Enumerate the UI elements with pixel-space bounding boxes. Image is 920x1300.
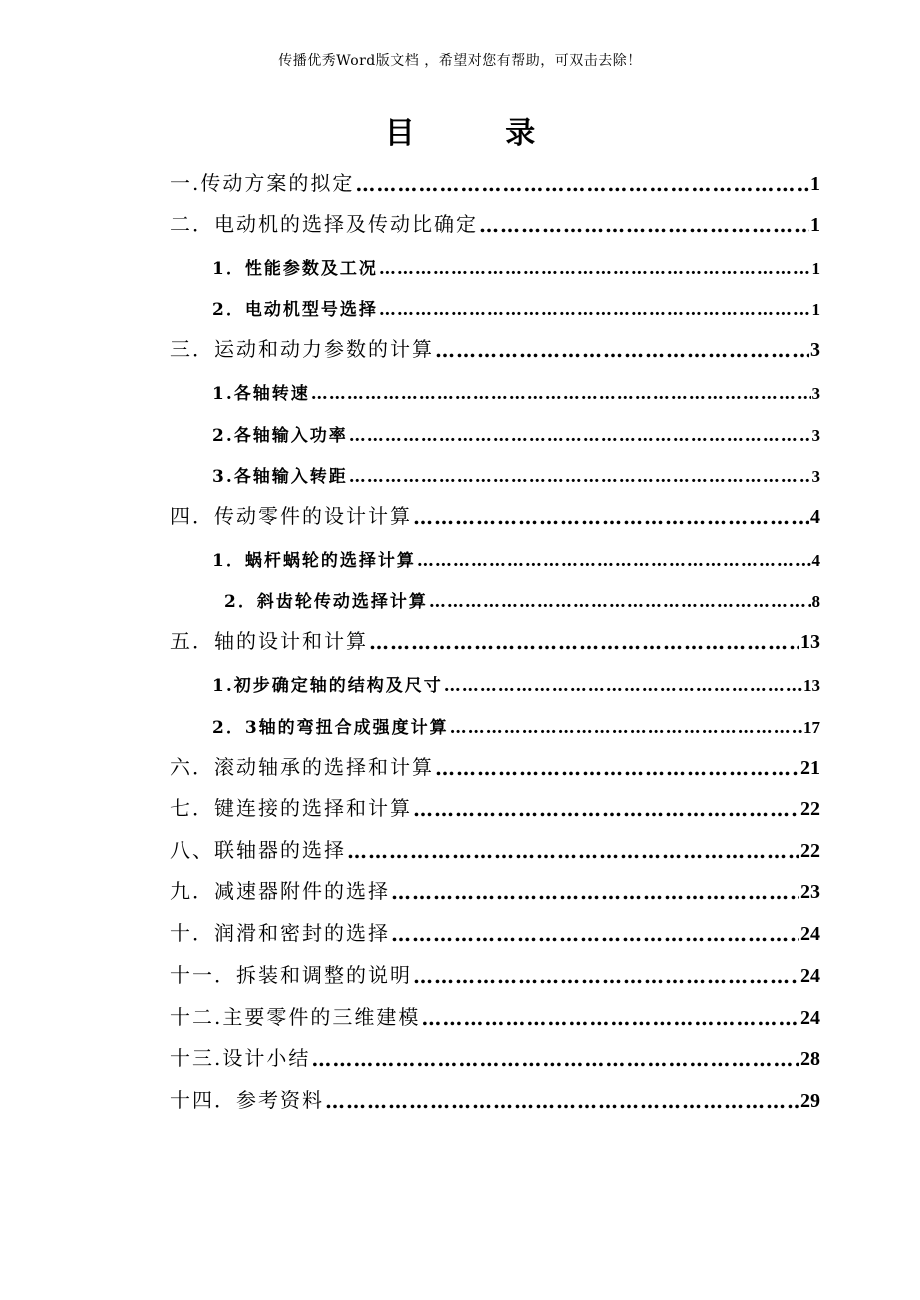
toc-leader-dots bbox=[450, 718, 802, 738]
toc-entry[interactable] bbox=[0, 1039, 820, 1071]
toc-leader-dots bbox=[413, 505, 809, 529]
toc-entry-label: 1．蜗杆蜗轮的选择计算 bbox=[212, 551, 416, 571]
toc-leader-dots bbox=[413, 797, 799, 821]
toc-entry[interactable] bbox=[0, 497, 820, 529]
toc-entry[interactable] bbox=[0, 455, 820, 487]
toc-entry-label: 三．运动和动力参数的计算 bbox=[170, 337, 434, 361]
toc-leader-dots bbox=[435, 756, 799, 780]
toc-entry[interactable] bbox=[0, 706, 820, 738]
toc-entry-page: 24 bbox=[800, 923, 820, 945]
toc-entry[interactable] bbox=[0, 831, 820, 863]
page-title: 目 录 bbox=[384, 116, 576, 151]
toc-entry[interactable] bbox=[0, 247, 820, 279]
toc-entry-label: 3.各轴输入转距 bbox=[212, 467, 348, 487]
toc-entry[interactable] bbox=[0, 748, 820, 780]
toc-entry-page: 22 bbox=[800, 840, 820, 862]
toc-leader-dots bbox=[325, 1089, 799, 1113]
toc-entry-label: 2．3轴的弯扭合成强度计算 bbox=[212, 718, 449, 738]
toc-leader-dots bbox=[311, 384, 811, 404]
toc-entry-page: 1 bbox=[811, 259, 820, 278]
toc-leader-dots bbox=[379, 259, 811, 279]
toc-entry[interactable] bbox=[0, 414, 820, 446]
toc-leader-dots bbox=[417, 551, 811, 571]
toc-entry-page: 17 bbox=[803, 718, 820, 737]
toc-entry[interactable] bbox=[0, 1081, 820, 1113]
toc-entry-page: 3 bbox=[811, 384, 820, 403]
toc-entry[interactable] bbox=[0, 372, 820, 404]
toc-entry-label: 2.各轴输入功率 bbox=[212, 426, 348, 446]
toc-entry-page: 29 bbox=[800, 1090, 820, 1112]
toc-entry-page: 8 bbox=[811, 592, 820, 611]
toc-leader-dots bbox=[421, 1006, 799, 1030]
toc-entry-label: 四．传动零件的设计计算 bbox=[170, 504, 412, 528]
toc-entry-page: 4 bbox=[810, 506, 820, 528]
toc-entry-label: 六．滚动轴承的选择和计算 bbox=[170, 755, 434, 779]
toc-entry-label: 一.传动方案的拟定 bbox=[170, 171, 355, 195]
toc-entry[interactable] bbox=[0, 998, 820, 1030]
toc-entry[interactable] bbox=[0, 164, 820, 196]
toc-entry-page: 22 bbox=[800, 798, 820, 820]
toc-leader-dots bbox=[349, 426, 811, 446]
toc-entry[interactable] bbox=[0, 330, 820, 362]
toc-entry-page: 1 bbox=[810, 214, 820, 236]
toc-entry[interactable] bbox=[0, 664, 820, 696]
toc-entry-label: 二．电动机的选择及传动比确定 bbox=[170, 212, 478, 236]
toc-leader-dots bbox=[479, 213, 809, 237]
toc-entry[interactable] bbox=[0, 539, 820, 571]
toc-entry[interactable] bbox=[0, 789, 820, 821]
page-header-note: 传播优秀Word版文档 ，希望对您有帮助，可双击去除！ bbox=[278, 53, 642, 69]
toc-entry-label: 2．电动机型号选择 bbox=[212, 300, 378, 320]
toc-entry-page: 3 bbox=[811, 426, 820, 445]
toc-entry-page: 28 bbox=[800, 1048, 820, 1070]
toc-entry-page: 23 bbox=[800, 881, 820, 903]
toc-leader-dots bbox=[435, 338, 809, 362]
toc-entry[interactable] bbox=[0, 914, 820, 946]
toc-entry-page: 21 bbox=[800, 757, 820, 779]
toc-entry-page: 3 bbox=[811, 467, 820, 486]
toc-leader-dots bbox=[379, 300, 811, 320]
toc-entry-label: 十．润滑和密封的选择 bbox=[170, 921, 390, 945]
toc-entry-label: 七．键连接的选择和计算 bbox=[170, 796, 412, 820]
toc-entry-label: 九．减速器附件的选择 bbox=[170, 879, 390, 903]
toc-entry-page: 13 bbox=[800, 631, 820, 653]
toc-entry-page: 1 bbox=[811, 300, 820, 319]
toc-entry-label: 1.初步确定轴的结构及尺寸 bbox=[212, 676, 443, 696]
toc-leader-dots bbox=[444, 676, 802, 696]
toc-leader-dots bbox=[413, 964, 799, 988]
toc-entry-label: 十二.主要零件的三维建模 bbox=[170, 1005, 421, 1029]
toc-entry-page: 13 bbox=[803, 676, 820, 695]
toc-entry-label: 十四．参考资料 bbox=[170, 1088, 324, 1112]
toc-leader-dots bbox=[391, 880, 799, 904]
toc-entry[interactable] bbox=[0, 872, 820, 904]
toc-entry[interactable] bbox=[0, 288, 820, 320]
toc-entry-page: 24 bbox=[800, 1007, 820, 1029]
toc-leader-dots bbox=[347, 839, 799, 863]
toc-leader-dots bbox=[429, 592, 811, 612]
toc-entry-page: 1 bbox=[810, 173, 820, 195]
toc-entry-label: 十三.设计小结 bbox=[170, 1046, 311, 1070]
toc-entry-label: 十一．拆装和调整的说明 bbox=[170, 963, 412, 987]
toc-entry[interactable] bbox=[0, 580, 820, 612]
toc-entry[interactable] bbox=[0, 205, 820, 237]
toc-leader-dots bbox=[369, 630, 799, 654]
toc-entry-label: 八、联轴器的选择 bbox=[170, 838, 346, 862]
toc-leader-dots bbox=[311, 1047, 799, 1071]
toc-entry-page: 24 bbox=[800, 965, 820, 987]
toc-entry-page: 4 bbox=[811, 551, 820, 570]
toc-leader-dots bbox=[355, 172, 809, 196]
toc-leader-dots bbox=[349, 467, 811, 487]
toc-entry[interactable] bbox=[0, 622, 820, 654]
toc-entry-label: 五．轴的设计和计算 bbox=[170, 629, 368, 653]
toc-entry-label: 2．斜齿轮传动选择计算 bbox=[224, 592, 428, 612]
toc-entry-label: 1．性能参数及工况 bbox=[212, 259, 378, 279]
toc-entry[interactable] bbox=[0, 956, 820, 988]
toc-entry-label: 1.各轴转速 bbox=[212, 384, 310, 404]
toc-leader-dots bbox=[391, 922, 799, 946]
toc-entry-page: 3 bbox=[810, 339, 820, 361]
